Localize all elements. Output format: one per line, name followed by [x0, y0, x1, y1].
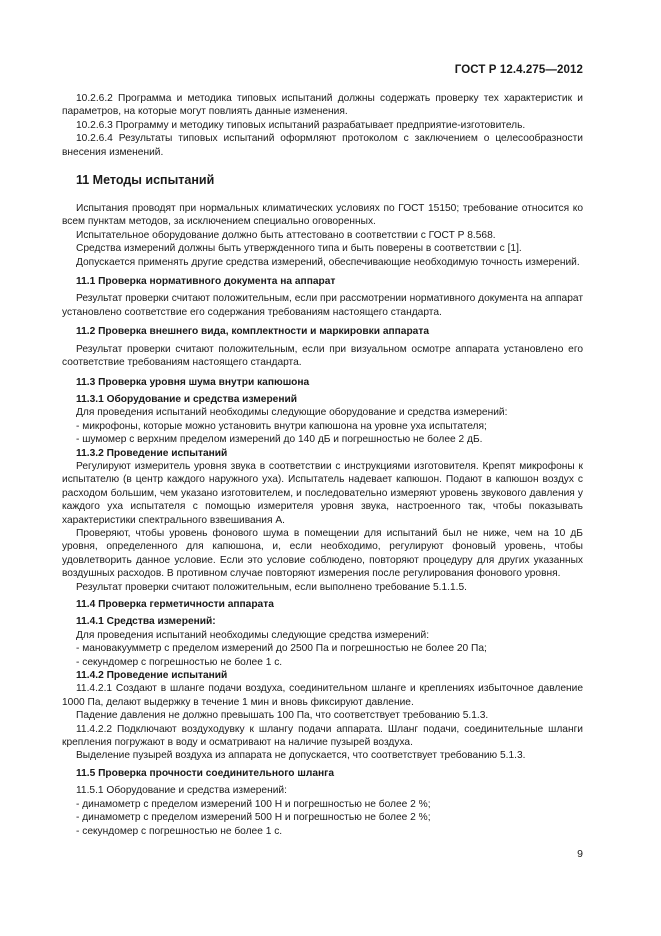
paragraph: 11.5.1 Оборудование и средства измерений: [76, 785, 287, 797]
subsection-heading: 11.4.1 Средства измерений: [76, 616, 216, 628]
paragraph: Падение давления не должно превышать 100 Па, что соответствует требованию 5.1.3. [76, 710, 489, 722]
subsection-heading: 11.3 Проверка уровня шума внутри капюшона [76, 376, 310, 388]
paragraph: Испытательное оборудование должно быть аттестовано в соответствии с ГОСТ Р 8.568. [76, 229, 496, 241]
paragraph: 10.2.6.3 Программу и методику типовых испытаний разрабатывает предприятие-изготовитель. [76, 119, 526, 131]
paragraph: 11.4.2.2 Подключают воздуходувку к шлангу подачи аппарата. Шланг подачи, соединительные шланги крепления погружают в воду и осматривают на наличие пузырей воздуха. [62, 723, 583, 749]
paragraph: 11.4.2.1 Создают в шланге подачи воздуха, соединительном шланге и креплениях избыточное давление 1000 Па, делают выдержку в течение 1 мин и вновь фиксируют давление. [62, 683, 583, 708]
paragraph: Регулируют измеритель уровня звука в соответствии с инструкциями изготовителя. Крепят микрофоны к испытателю (в центр каждого наружного уха). Испытатель надевает капюшон. Подают в капюшон воздух с расходом большим, чем указано изготовителем, и последовательно измеряют уровень звукового давления у каждого уха испытателя с помощью измерителя уровня звука, настроенного так, чтобы показывать характеристики спектрального взвешивания А. [62, 460, 583, 526]
paragraph: Испытания проводят при нормальных климатических условиях по ГОСТ 15150; требование относится ко всем пунктам методов, за исключением специально оговоренных. [62, 203, 583, 228]
paragraph: Выделение пузырей воздуха из аппарата не допускается, что соответствует требованию 5.1.3. [76, 750, 526, 762]
paragraph: 10.2.6.4 Результаты типовых испытаний оформляют протоколом с заключением о целесообразности внесения изменений. [62, 133, 583, 158]
paragraph: Результат проверки считают положительным, если при визуальном осмотре аппарата установлено его соответствие требованиям настоящего стандарта. [62, 343, 583, 369]
paragraph: Для проведения испытаний необходимы следующие средства измерений: [76, 629, 430, 641]
paragraph: Для проведения испытаний необходимы следующие оборудование и средства измерений: [76, 407, 508, 419]
document-header: ГОСТ Р 12.4.275—2012 [454, 64, 583, 76]
paragraph: Допускается применять другие средства измерений, обеспечивающие необходимую точность измерений. [76, 256, 580, 268]
paragraph: 10.2.6.2 Программа и методика типовых испытаний должны содержать проверку тех характеристик и параметров, на которые могут повлиять данные изменения. [62, 93, 583, 118]
paragraph: - мановакуумметр с пределом измерений до 2500 Па и погрешностью не более 20 Па; [76, 643, 487, 655]
paragraph: - шумомер с верхним пределом измерений до 140 дБ и погрешностью не более 2 дБ. [76, 434, 483, 446]
paragraph: Проверяют, чтобы уровень фонового шума в помещении для испытаний был не ниже, чем на 10 дБ уровня, определенного для капюшона, и, если необходимо, регулируют фоновый уровень, чтобы удовлетворить данное условие. Если это условие соблюдено, повторяют процедуру для других указанных воздушных расходов. В противном случае повторяют измерения после регулирования фонового уровня. [62, 527, 583, 580]
paragraph: Результат проверки считают положительным, если выполнено требование 5.1.1.5. [76, 581, 467, 593]
paragraph: Средства измерений должны быть утвержденного типа и быть поверены в соответствии с [1]. [76, 243, 522, 255]
paragraph: - микрофоны, которые можно установить внутри капюшона на уровне уха испытателя; [76, 420, 487, 432]
subsection-heading: 11.3.2 Проведение испытаний [76, 447, 228, 459]
paragraph: - секундомер с погрешностью не более 1 с. [76, 656, 283, 668]
subsection-heading: 11.1 Проверка нормативного документа на аппарат [76, 276, 336, 288]
paragraph: - динамометр с пределом измерений 100 Н и погрешностью не более 2 %; [76, 798, 431, 810]
paragraph: - динамометр с пределом измерений 500 Н и погрешностью не более 2 %; [76, 812, 431, 824]
subsection-heading: 11.4 Проверка герметичности аппарата [76, 599, 274, 610]
subsection-heading: 11.2 Проверка внешнего вида, комплектности и маркировки аппарата [76, 326, 429, 338]
subsection-heading: 11.3.1 Оборудование и средства измерений [76, 393, 298, 405]
subsection-heading: 11.4.2 Проведение испытаний [76, 670, 228, 682]
paragraph: Результат проверки считают положительным, если при рассмотрении нормативного документа на аппарат установлено соответствие его содержания требованиям настоящего стандарта. [62, 293, 583, 318]
section-heading: 11 Методы испытаний [76, 173, 215, 188]
page-number: 9 [577, 848, 583, 860]
document-body [62, 92, 583, 838]
subsection-heading: 11.5 Проверка прочности соединительного шланга [76, 767, 335, 779]
paragraph: - секундомер с погрешностью не более 1 с. [76, 825, 283, 837]
